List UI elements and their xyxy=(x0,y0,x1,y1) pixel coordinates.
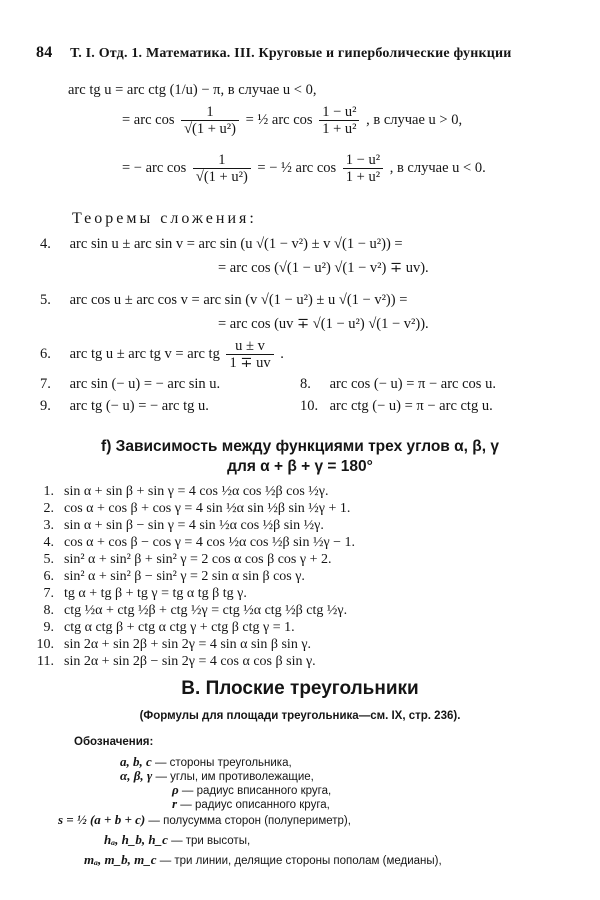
theorem-9-number: 9. xyxy=(40,398,51,414)
notation-altitudes xyxy=(104,832,250,848)
theorem-10-text: arc ctg (− u) = π − arc ctg u. xyxy=(329,398,493,414)
arctg-line-3-frac-num: 1 xyxy=(193,152,251,169)
formula-row xyxy=(20,501,355,518)
section-f-title-1: f) Зависимость между функциями трех углов α, β, γ xyxy=(101,438,499,455)
formula-text: sin α + sin β + sin γ = 4 cos ½α cos ½β cos ½γ. xyxy=(64,484,329,499)
notation-desc: — стороны треугольника, xyxy=(154,757,292,769)
theorem-5-line-1 xyxy=(40,292,407,309)
theorem-8-number: 8. xyxy=(300,376,311,392)
formula-text: cos α + cos β + cos γ = 4 sin ½α sin ½β sin ½γ + 1. xyxy=(64,501,351,516)
notation-medians xyxy=(84,852,442,868)
formula-row xyxy=(20,654,355,671)
page-number: 84 xyxy=(36,44,53,61)
formula-row xyxy=(20,535,355,552)
formula-text: sin² α + sin² β − sin² γ = 2 sin α sin β cos γ. xyxy=(64,569,305,584)
theorem-8-text: arc cos (− u) = π − arc cos u. xyxy=(329,376,496,392)
notation-label: Обозначения: xyxy=(74,736,154,748)
theorem-4-number: 4. xyxy=(40,236,51,252)
section-f-title-2: для α + β + γ = 180° xyxy=(227,458,373,475)
theorem-4-line-2: = arc cos (√(1 − u²) √(1 − v²) ∓ uv). xyxy=(218,260,429,276)
formula-number: 7. xyxy=(43,586,54,601)
theorem-6-tail: . xyxy=(280,345,284,362)
notation-symbol: hₐ, h_b, h_c xyxy=(104,832,168,847)
notation-desc: — радиус вписанного круга, xyxy=(181,785,332,797)
formula-row xyxy=(20,569,355,586)
formula-row xyxy=(20,484,355,501)
formula-row xyxy=(20,586,355,603)
arctg-line-2-pre: = arc cos xyxy=(122,111,175,128)
formula-row xyxy=(20,518,355,535)
section-b-title: В. Плоские треугольники xyxy=(181,678,419,699)
formula-row xyxy=(20,620,355,637)
arctg-line-2-frac-den: √(1 + u²) xyxy=(184,121,236,137)
arctg-line-3-mid: = − ½ arc cos xyxy=(257,159,337,176)
formula-number: 10. xyxy=(36,637,54,652)
notation-desc: — полусумма сторон (полупериметр), xyxy=(148,815,351,827)
arctg-line-3 xyxy=(122,152,486,185)
arctg-line-3-frac2-num: 1 − u² xyxy=(343,152,383,169)
formula-row xyxy=(20,603,355,620)
formula-text: sin² α + sin² β + sin² γ = 2 cos α cos β cos γ + 2. xyxy=(64,552,332,567)
formula-number: 4. xyxy=(43,535,54,550)
formula-row xyxy=(20,637,355,654)
theorem-10 xyxy=(300,398,493,415)
arctg-line-3-frac xyxy=(193,152,251,185)
arctg-line-3-frac-den: √(1 + u²) xyxy=(195,169,248,185)
notation-symbol: r xyxy=(172,796,178,811)
arctg-line-2-frac-num: 1 xyxy=(181,104,239,121)
formula-text: sin 2α + sin 2β − sin 2γ = 4 cos α cos β sin γ. xyxy=(64,654,316,669)
notation-desc: — три линии, делящие стороны пополам (медианы), xyxy=(159,855,442,867)
theorem-6 xyxy=(40,338,284,371)
theorem-4-line-1 xyxy=(40,236,403,253)
arctg-line-1: arc tg u = arc ctg (1/u) − π, в случае u < 0, xyxy=(68,82,317,98)
notation-symbol: mₐ, m_b, m_c xyxy=(84,852,157,867)
theorem-6-frac-den: 1 ∓ uv xyxy=(229,355,271,371)
theorem-9-text: arc tg (− u) = − arc tg u. xyxy=(69,398,209,414)
arctg-line-2-frac2-num: 1 − u² xyxy=(319,104,359,121)
notation-symbol: a, b, c xyxy=(120,754,152,769)
formula-text: tg α + tg β + tg γ = tg α tg β tg γ. xyxy=(64,586,247,601)
theorem-6-frac xyxy=(226,338,273,371)
formula-text: sin α + sin β − sin γ = 4 sin ½α cos ½β sin ½γ. xyxy=(64,518,324,533)
theorem-7-number: 7. xyxy=(40,376,51,392)
arctg-line-3-frac2 xyxy=(343,152,383,185)
formula-number: 1. xyxy=(43,484,54,499)
theorem-4-text-1: arc sin u ± arc sin v = arc sin (u √(1 − v²) ± v √(1 − u²)) = xyxy=(69,236,403,252)
running-header xyxy=(36,44,512,62)
formula-number: 3. xyxy=(43,518,54,533)
running-title: Т. I. Отд. 1. Математика. III. Круговые и гиперболические функции xyxy=(70,46,512,61)
formula-text: cos α + cos β − cos γ = 4 cos ½α cos ½β sin ½γ − 1. xyxy=(64,535,356,550)
theorem-6-number: 6. xyxy=(40,345,51,362)
formula-number: 8. xyxy=(43,603,54,618)
arctg-line-3-cond: , в случае u < 0. xyxy=(389,159,486,176)
section-b-subtitle: (Формулы для площади треугольника—см. IX, стр. 236). xyxy=(139,710,461,722)
arctg-line-3-pre: = − arc cos xyxy=(122,159,187,176)
arctg-line-2-frac2 xyxy=(319,104,359,137)
notation-symbol: s = ½ (a + b + c) xyxy=(58,812,146,827)
arctg-line-2-frac2-den: 1 + u² xyxy=(322,121,357,137)
arctg-line-3-frac2-den: 1 + u² xyxy=(345,169,381,185)
notation-circumradius xyxy=(172,796,330,812)
notation-desc: — радиус описанного круга, xyxy=(180,799,330,811)
theorem-7 xyxy=(40,376,220,393)
formula-row xyxy=(20,552,355,569)
formula-number: 11. xyxy=(37,654,54,669)
formula-text: sin 2α + sin 2β + sin 2γ = 4 sin α sin β sin γ. xyxy=(64,637,312,652)
addition-heading: Теоремы сложения: xyxy=(72,210,257,227)
arctg-line-2-frac xyxy=(181,104,239,137)
arctg-line-2 xyxy=(122,104,462,137)
theorem-7-text: arc sin (− u) = − arc sin u. xyxy=(69,376,221,392)
notation-symbol: ρ xyxy=(172,782,179,797)
formula-text: ctg ½α + ctg ½β + ctg ½γ = ctg ½α ctg ½β ctg ½γ. xyxy=(64,603,348,618)
notation-semiperimeter xyxy=(58,812,351,828)
formula-text: ctg α ctg β + ctg α ctg γ + ctg β ctg γ = 1. xyxy=(64,620,295,635)
formula-number: 9. xyxy=(43,620,54,635)
theorem-5-number: 5. xyxy=(40,292,51,308)
triangle-angle-formulas xyxy=(20,484,355,671)
formula-number: 6. xyxy=(43,569,54,584)
formula-number: 5. xyxy=(43,552,54,567)
notation-desc: — углы, им противолежащие, xyxy=(155,771,314,783)
theorem-5-line-2: = arc cos (uv ∓ √(1 − u²) √(1 − v²)). xyxy=(218,316,429,332)
theorem-9 xyxy=(40,398,209,415)
theorem-5-text-1: arc cos u ± arc cos v = arc sin (v √(1 − u²) ± u √(1 − v²)) = xyxy=(69,292,408,308)
notation-desc: — три высоты, xyxy=(171,835,251,847)
arctg-line-2-cond: , в случае u > 0, xyxy=(366,111,463,128)
formula-number: 2. xyxy=(43,501,54,516)
theorem-6-frac-num: u ± v xyxy=(226,338,273,355)
theorem-8 xyxy=(300,376,496,393)
arctg-line-2-mid: = ½ arc cos xyxy=(245,111,313,128)
theorem-6-text: arc tg u ± arc tg v = arc tg xyxy=(69,345,220,362)
notation-symbol: α, β, γ xyxy=(120,768,153,783)
theorem-10-number: 10. xyxy=(300,398,319,414)
